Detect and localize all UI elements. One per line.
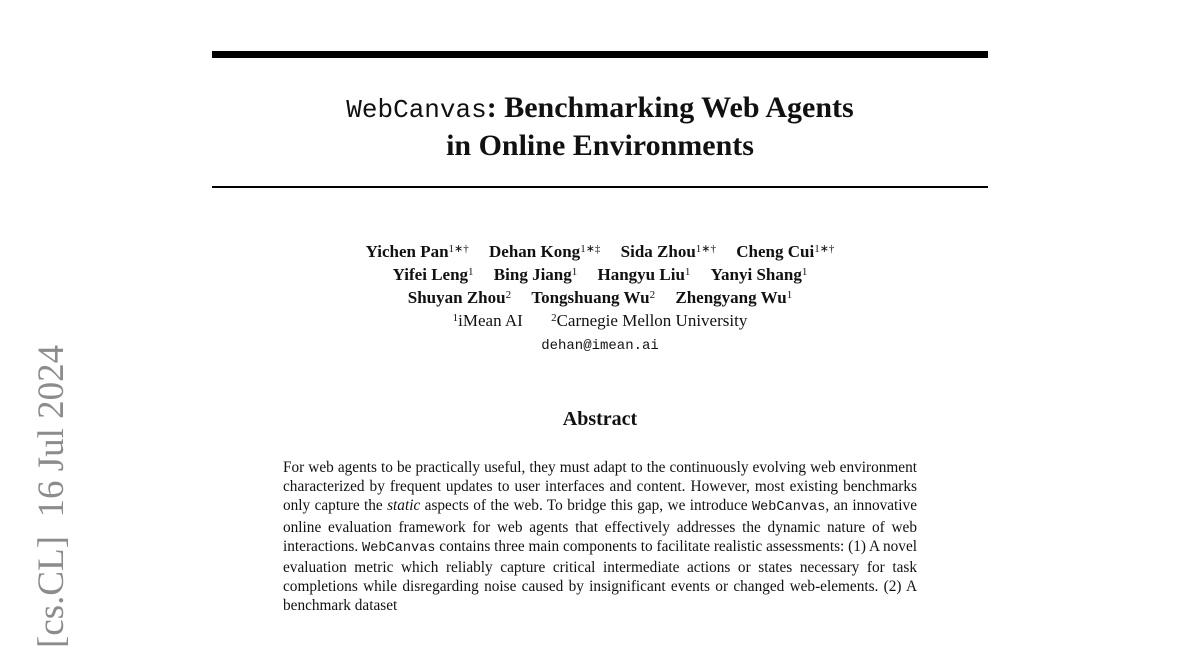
abstract-heading: Abstract (562, 408, 638, 430)
abstract-body: For web agents to be practically useful, they must adapt to the continuously evolving web environment characterized by frequent updates to user interfaces and content. However, most existing benchmarks only capture the static aspects of the web. To bridge this gap, we introduce WebCanvas, an innovative online evaluation framework for web agents that effectively addresses the dynamic nature of web interactions. WebCanvas contains three main components to facilitate realistic assessments: (1) A novel evaluation metric which reliably capture critical intermediate actions or states necessary for task completions while disregarding noise caused by insignificant events or changed web-elements. (2) A benchmark dataset (283, 459, 917, 615)
affiliation: $^1$iMean AI (452, 311, 523, 330)
top-rule (212, 51, 988, 58)
author: Tongshuang Wu$^2$ (531, 288, 656, 307)
author: Zhengyang Wu$^1$ (675, 288, 793, 307)
title-line-2: in Online Environments (446, 129, 754, 162)
paper-title (212, 90, 988, 164)
author-line-2 (212, 263, 988, 286)
email-line (212, 332, 988, 358)
author: Yichen Pan$^{1∗\dagger}$ (365, 242, 469, 261)
arxiv-sidebar-stamp (28, 345, 76, 648)
affiliation: $^2$Carnegie Mellon University (551, 311, 748, 330)
title-line-1-rest: : Benchmarking Web Agents (486, 91, 854, 124)
author: Yanyi Shang$^1$ (710, 265, 808, 284)
system-name-inline: WebCanvas (362, 540, 436, 556)
title-line-1 (212, 90, 988, 128)
title-bottom-rule (212, 186, 988, 188)
emphasis-static: static (387, 497, 421, 515)
author: Bing Jiang$^1$ (493, 265, 578, 284)
title-system-name: WebCanvas (346, 95, 487, 125)
system-name-inline: WebCanvas (751, 500, 826, 516)
author-block (212, 240, 988, 358)
affiliations-line (212, 309, 988, 332)
author: Cheng Cui$^{1∗\dagger}$ (736, 242, 835, 261)
contact-email[interactable]: dehan@imean.ai (541, 338, 659, 354)
author: Sida Zhou$^{1∗\dagger}$ (620, 242, 717, 261)
author: Shuyan Zhou$^2$ (407, 288, 512, 307)
author-line-1 (212, 240, 988, 263)
author: Hangyu Liu$^1$ (597, 265, 691, 284)
author: Yifei Leng$^1$ (392, 265, 474, 284)
author: Dehan Kong$^{1∗\ddagger}$ (489, 242, 601, 261)
arxiv-date: 16 Jul 2024 (31, 344, 72, 518)
arxiv-category: [cs.CL] (31, 536, 72, 648)
author-line-3 (212, 286, 988, 309)
